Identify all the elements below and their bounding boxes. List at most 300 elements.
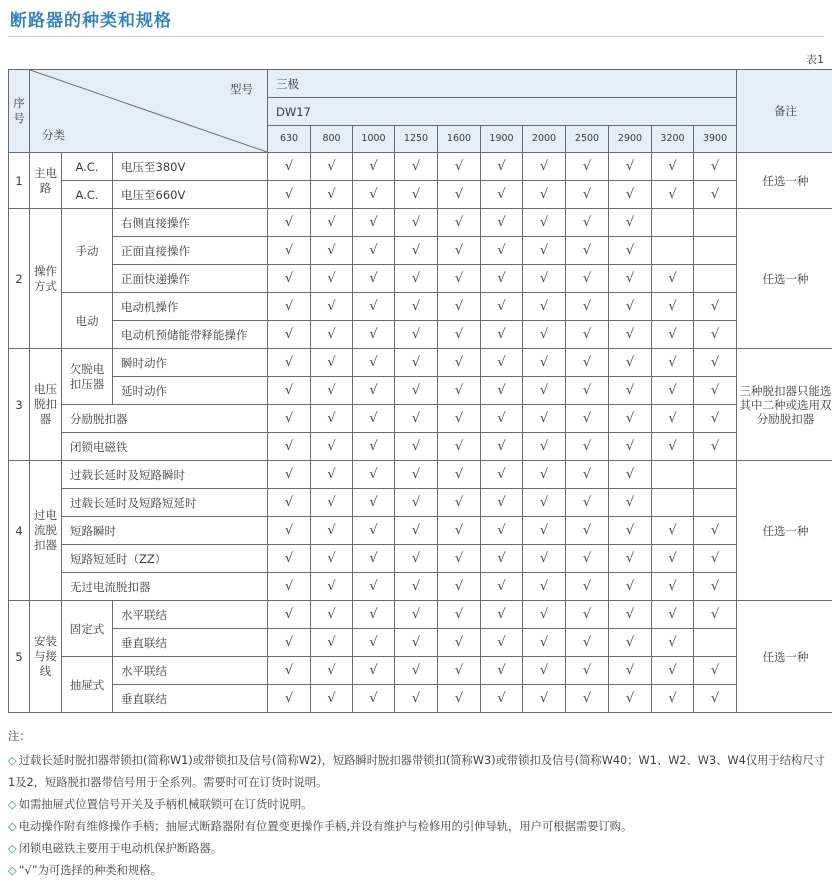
check-cell-1250: √ [395, 517, 438, 545]
check-cell-800: √ [311, 237, 353, 265]
check-cell-1900: √ [481, 629, 523, 657]
check-cell-800: √ [311, 433, 353, 461]
check-cell-2900: √ [609, 545, 652, 573]
check-cell-630: √ [268, 405, 311, 433]
check-cell-2500: √ [566, 685, 609, 713]
table-row [9, 517, 832, 545]
note-item [8, 816, 830, 838]
note-text: 闭锁电磁铁主要用于电动机保护断路器。 [18, 842, 223, 855]
check-cell-2000: √ [523, 405, 566, 433]
check-cell-1900: √ [481, 433, 523, 461]
check-cell-1000: √ [353, 489, 395, 517]
table-row [9, 321, 832, 349]
table-row [9, 489, 832, 517]
table-row [9, 629, 832, 657]
check-cell-800: √ [311, 321, 353, 349]
check-cell-1000: √ [353, 433, 395, 461]
check-cell-1250: √ [395, 153, 438, 181]
note-item [8, 860, 830, 882]
check-cell-1900: √ [481, 573, 523, 601]
size-header-1000: 1000 [353, 126, 395, 153]
diamond-icon: ◇ [8, 798, 17, 811]
check-cell-3200: √ [652, 321, 694, 349]
check-cell-2500: √ [566, 181, 609, 209]
check-cell-2500: √ [566, 489, 609, 517]
check-cell-2500: √ [566, 293, 609, 321]
check-cell-800: √ [311, 601, 353, 629]
diamond-icon: ◇ [8, 842, 17, 855]
title-divider [8, 36, 824, 37]
note-text: 过载长延时脱扣器带锁扣(简称W1)或带锁扣及信号(简称W2)，短路瞬时脱扣器带锁扣(简称W3)或带锁扣及信号(简称W40；W1、W2、W3、W4仅用于结构尺寸1及2，短路脱扣器带信号用于全系列。需要时可在订货时说明。 [8, 754, 825, 789]
check-cell-3900: √ [694, 321, 737, 349]
group-name: 电压脱扣器 [30, 349, 62, 461]
subgroup-drawout: 抽屉式 [62, 657, 113, 713]
table-row [9, 573, 832, 601]
check-cell-3200: √ [652, 349, 694, 377]
check-cell-1250: √ [395, 433, 438, 461]
check-cell-1600: √ [438, 349, 481, 377]
check-cell-1000: √ [353, 657, 395, 685]
check-cell-1900: √ [481, 181, 523, 209]
check-cell-800: √ [311, 293, 353, 321]
check-cell-2900: √ [609, 489, 652, 517]
check-cell-2900: √ [609, 657, 652, 685]
check-cell-1900: √ [481, 349, 523, 377]
note-text: 电动操作附有维修操作手柄；抽屉式断路器附有位置变更操作手柄,并设有维护与检修用的引伸导轨，用户可根据需要订购。 [18, 820, 633, 833]
check-cell-2000: √ [523, 517, 566, 545]
row-label: 过载长延时及短路瞬时 [62, 461, 268, 489]
check-cell-630: √ [268, 461, 311, 489]
table-row [9, 181, 832, 209]
breaker-spec-table [8, 69, 832, 713]
check-cell-630: √ [268, 181, 311, 209]
check-cell-1000: √ [353, 405, 395, 433]
check-cell-1600: √ [438, 433, 481, 461]
check-cell-1000: √ [353, 293, 395, 321]
check-cell-1250: √ [395, 573, 438, 601]
check-cell-2000: √ [523, 601, 566, 629]
header-remark: 备注 [737, 70, 832, 153]
check-cell-2900: √ [609, 517, 652, 545]
check-cell-3900 [694, 265, 737, 293]
check-cell-1000: √ [353, 237, 395, 265]
check-cell-1600: √ [438, 685, 481, 713]
check-cell-630: √ [268, 601, 311, 629]
row-label: A.C. [62, 181, 113, 209]
check-cell-1900: √ [481, 377, 523, 405]
check-cell-3900: √ [694, 685, 737, 713]
group-number: 4 [9, 461, 30, 601]
check-cell-1000: √ [353, 181, 395, 209]
check-cell-800: √ [311, 545, 353, 573]
check-cell-630: √ [268, 433, 311, 461]
check-cell-1250: √ [395, 657, 438, 685]
diamond-icon: ◇ [8, 820, 17, 833]
check-cell-2000: √ [523, 461, 566, 489]
notes-heading: 注： [8, 730, 31, 743]
row-label: 瞬时动作 [113, 349, 268, 377]
check-cell-2900: √ [609, 573, 652, 601]
check-cell-3200 [652, 237, 694, 265]
check-cell-800: √ [311, 405, 353, 433]
check-cell-1900: √ [481, 601, 523, 629]
group-name: 操作方式 [30, 209, 62, 349]
check-cell-2900: √ [609, 237, 652, 265]
check-cell-1600: √ [438, 517, 481, 545]
check-cell-1900: √ [481, 293, 523, 321]
check-cell-2900: √ [609, 321, 652, 349]
row-label: 短路瞬时 [62, 517, 268, 545]
check-cell-1250: √ [395, 293, 438, 321]
check-cell-1600: √ [438, 181, 481, 209]
note-item [8, 750, 830, 794]
check-cell-2900: √ [609, 293, 652, 321]
check-cell-3900: √ [694, 181, 737, 209]
check-cell-2000: √ [523, 545, 566, 573]
check-cell-2000: √ [523, 489, 566, 517]
check-cell-1000: √ [353, 517, 395, 545]
table-row [9, 433, 832, 461]
check-cell-1900: √ [481, 517, 523, 545]
check-cell-1250: √ [395, 181, 438, 209]
header-seq: 序号 [9, 70, 30, 153]
group-name: 主电路 [30, 153, 62, 209]
check-cell-2000: √ [523, 209, 566, 237]
check-cell-2000: √ [523, 349, 566, 377]
check-cell-630: √ [268, 237, 311, 265]
check-cell-800: √ [311, 377, 353, 405]
row-label: 垂直联结 [113, 685, 268, 713]
subgroup-electric: 电动 [62, 293, 113, 349]
check-cell-630: √ [268, 153, 311, 181]
table-row [9, 153, 832, 181]
check-cell-3200: √ [652, 181, 694, 209]
row-label: 过载长延时及短路短延时 [62, 489, 268, 517]
check-cell-3200: √ [652, 517, 694, 545]
size-header-2500: 2500 [566, 126, 609, 153]
check-cell-1000: √ [353, 209, 395, 237]
check-cell-2500: √ [566, 237, 609, 265]
check-cell-800: √ [311, 349, 353, 377]
check-cell-630: √ [268, 265, 311, 293]
check-cell-800: √ [311, 209, 353, 237]
check-cell-3900 [694, 237, 737, 265]
size-header-3900: 3900 [694, 126, 737, 153]
check-cell-1250: √ [395, 489, 438, 517]
check-cell-2900: √ [609, 377, 652, 405]
row-label: 延时动作 [113, 377, 268, 405]
check-cell-2000: √ [523, 685, 566, 713]
check-cell-800: √ [311, 657, 353, 685]
check-cell-3900: √ [694, 405, 737, 433]
check-cell-630: √ [268, 629, 311, 657]
check-cell-3900: √ [694, 601, 737, 629]
page-title: 断路器的种类和规格 [10, 11, 172, 31]
check-cell-800: √ [311, 181, 353, 209]
check-cell-1900: √ [481, 265, 523, 293]
check-cell-3900: √ [694, 153, 737, 181]
check-cell-1250: √ [395, 685, 438, 713]
table-row [9, 601, 832, 629]
check-cell-2500: √ [566, 433, 609, 461]
check-cell-3900: √ [694, 573, 737, 601]
check-cell-3900: √ [694, 293, 737, 321]
check-cell-2900: √ [609, 181, 652, 209]
check-cell-800: √ [311, 489, 353, 517]
check-cell-1600: √ [438, 209, 481, 237]
check-cell-1000: √ [353, 601, 395, 629]
check-cell-1900: √ [481, 321, 523, 349]
group-remark: 任选一种 [737, 153, 832, 209]
check-cell-2000: √ [523, 657, 566, 685]
note-text: 如需抽屉式位置信号开关及手柄机械联锁可在订货时说明。 [18, 798, 313, 811]
check-cell-1250: √ [395, 377, 438, 405]
size-header-3200: 3200 [652, 126, 694, 153]
check-cell-1000: √ [353, 349, 395, 377]
check-cell-2500: √ [566, 657, 609, 685]
note-item [8, 794, 830, 816]
row-label: 电压至660V [113, 181, 268, 209]
check-cell-3200: √ [652, 293, 694, 321]
note-item [8, 838, 830, 860]
row-label: 短路短延时（ZZ） [62, 545, 268, 573]
table-reference: 表1 [806, 53, 824, 66]
check-cell-2500: √ [566, 461, 609, 489]
check-cell-800: √ [311, 517, 353, 545]
header-model: DW17 [268, 98, 737, 126]
row-label: 电动机预储能带释能操作 [113, 321, 268, 349]
check-cell-3900: √ [694, 517, 737, 545]
check-cell-2000: √ [523, 377, 566, 405]
header-corner-cell [30, 70, 268, 153]
check-cell-1250: √ [395, 321, 438, 349]
check-cell-3900 [694, 209, 737, 237]
check-cell-1000: √ [353, 629, 395, 657]
table-row [9, 685, 832, 713]
row-label: 电动机操作 [113, 293, 268, 321]
check-cell-1900: √ [481, 405, 523, 433]
table-row [9, 405, 832, 433]
check-cell-1900: √ [481, 657, 523, 685]
check-cell-3200: √ [652, 377, 694, 405]
check-cell-3200: √ [652, 265, 694, 293]
check-cell-2500: √ [566, 321, 609, 349]
check-cell-3900: √ [694, 657, 737, 685]
check-cell-1600: √ [438, 293, 481, 321]
check-cell-2000: √ [523, 321, 566, 349]
check-cell-1000: √ [353, 153, 395, 181]
check-cell-1250: √ [395, 461, 438, 489]
check-cell-1250: √ [395, 349, 438, 377]
diamond-icon: ◇ [8, 754, 17, 767]
check-cell-1600: √ [438, 545, 481, 573]
check-cell-1000: √ [353, 265, 395, 293]
row-label: 正面快递操作 [113, 265, 268, 293]
notes-section [8, 728, 830, 882]
check-cell-1600: √ [438, 461, 481, 489]
check-cell-2500: √ [566, 517, 609, 545]
check-cell-1000: √ [353, 321, 395, 349]
row-label: 闭锁电磁铁 [62, 433, 268, 461]
check-cell-800: √ [311, 685, 353, 713]
note-text: “√”为可选择的种类和规格。 [18, 864, 162, 877]
check-cell-630: √ [268, 657, 311, 685]
subgroup-undervoltage: 欠脱电扣压器 [62, 349, 113, 405]
check-cell-1000: √ [353, 377, 395, 405]
size-header-630: 630 [268, 126, 311, 153]
check-cell-1600: √ [438, 265, 481, 293]
check-cell-3200: √ [652, 657, 694, 685]
check-cell-3200 [652, 461, 694, 489]
table-row [9, 657, 832, 685]
check-cell-2500: √ [566, 349, 609, 377]
check-cell-1600: √ [438, 153, 481, 181]
check-cell-630: √ [268, 517, 311, 545]
group-name: 安装与接线 [30, 601, 62, 713]
check-cell-2900: √ [609, 153, 652, 181]
check-cell-3200: √ [652, 153, 694, 181]
check-cell-2900: √ [609, 685, 652, 713]
check-cell-2500: √ [566, 377, 609, 405]
check-cell-2000: √ [523, 573, 566, 601]
check-cell-1900: √ [481, 209, 523, 237]
check-cell-1000: √ [353, 573, 395, 601]
check-cell-2900: √ [609, 601, 652, 629]
subgroup-fixed: 固定式 [62, 601, 113, 657]
header-type-label: 型号 [230, 82, 254, 96]
check-cell-2500: √ [566, 545, 609, 573]
check-cell-2000: √ [523, 629, 566, 657]
check-cell-3900 [694, 461, 737, 489]
size-header-800: 800 [311, 126, 353, 153]
header-poles: 三极 [268, 70, 737, 98]
check-cell-2500: √ [566, 405, 609, 433]
check-cell-2900: √ [609, 209, 652, 237]
check-cell-630: √ [268, 349, 311, 377]
group-number: 3 [9, 349, 30, 461]
size-header-1250: 1250 [395, 126, 438, 153]
check-cell-2000: √ [523, 293, 566, 321]
check-cell-800: √ [311, 461, 353, 489]
check-cell-2000: √ [523, 265, 566, 293]
table-row [9, 349, 832, 377]
check-cell-2000: √ [523, 153, 566, 181]
check-cell-800: √ [311, 153, 353, 181]
table-row [9, 461, 832, 489]
size-header-1900: 1900 [481, 126, 523, 153]
check-cell-2500: √ [566, 209, 609, 237]
check-cell-1250: √ [395, 629, 438, 657]
row-label: 分励脱扣器 [62, 405, 268, 433]
check-cell-630: √ [268, 489, 311, 517]
row-label: 右侧直接操作 [113, 209, 268, 237]
check-cell-1900: √ [481, 685, 523, 713]
table-row [9, 265, 832, 293]
check-cell-3200: √ [652, 573, 694, 601]
check-cell-1600: √ [438, 489, 481, 517]
group-remark: 三种脱扣器只能选其中二种或选用双分励脱扣器 [737, 349, 832, 461]
row-label: 无过电流脱扣器 [62, 573, 268, 601]
check-cell-1600: √ [438, 629, 481, 657]
check-cell-1000: √ [353, 545, 395, 573]
check-cell-2500: √ [566, 629, 609, 657]
group-number: 5 [9, 601, 30, 713]
check-cell-1900: √ [481, 237, 523, 265]
group-number: 1 [9, 153, 30, 209]
group-remark: 任选一种 [737, 461, 832, 601]
check-cell-1600: √ [438, 601, 481, 629]
check-cell-3200 [652, 489, 694, 517]
group-remark: 任选一种 [737, 209, 832, 349]
group-number: 2 [9, 209, 30, 349]
check-cell-630: √ [268, 293, 311, 321]
check-cell-1000: √ [353, 461, 395, 489]
check-cell-630: √ [268, 209, 311, 237]
check-cell-630: √ [268, 685, 311, 713]
row-label: 电压至380V [113, 153, 268, 181]
check-cell-3200: √ [652, 545, 694, 573]
check-cell-1600: √ [438, 657, 481, 685]
check-cell-1900: √ [481, 153, 523, 181]
check-cell-3200: √ [652, 685, 694, 713]
check-cell-1600: √ [438, 405, 481, 433]
check-cell-1250: √ [395, 209, 438, 237]
table-row [9, 545, 832, 573]
check-cell-1600: √ [438, 573, 481, 601]
check-cell-2900: √ [609, 629, 652, 657]
check-cell-2500: √ [566, 573, 609, 601]
check-cell-2900: √ [609, 405, 652, 433]
table-row [9, 237, 832, 265]
check-cell-3200: √ [652, 601, 694, 629]
check-cell-1900: √ [481, 489, 523, 517]
check-cell-2900: √ [609, 433, 652, 461]
check-cell-2500: √ [566, 153, 609, 181]
row-label: 垂直联结 [113, 629, 268, 657]
check-cell-1250: √ [395, 237, 438, 265]
subgroup-manual: 手动 [62, 209, 113, 293]
check-cell-3900: √ [694, 349, 737, 377]
row-label: A.C. [62, 153, 113, 181]
check-cell-800: √ [311, 265, 353, 293]
check-cell-3200: √ [652, 629, 694, 657]
check-cell-1250: √ [395, 601, 438, 629]
group-remark: 任选一种 [737, 601, 832, 713]
header-class-label: 分类 [42, 128, 65, 142]
check-cell-3200: √ [652, 405, 694, 433]
check-cell-800: √ [311, 629, 353, 657]
check-cell-630: √ [268, 321, 311, 349]
check-cell-630: √ [268, 377, 311, 405]
check-cell-1250: √ [395, 545, 438, 573]
check-cell-3200: √ [652, 433, 694, 461]
check-cell-1600: √ [438, 321, 481, 349]
check-cell-3900 [694, 629, 737, 657]
table-row [9, 209, 832, 237]
check-cell-1600: √ [438, 237, 481, 265]
check-cell-2900: √ [609, 461, 652, 489]
check-cell-2000: √ [523, 237, 566, 265]
row-label: 正面直接操作 [113, 237, 268, 265]
diamond-icon: ◇ [8, 864, 17, 877]
check-cell-2500: √ [566, 265, 609, 293]
check-cell-2000: √ [523, 433, 566, 461]
check-cell-3900: √ [694, 545, 737, 573]
check-cell-1900: √ [481, 461, 523, 489]
table-row [9, 293, 832, 321]
check-cell-2500: √ [566, 601, 609, 629]
check-cell-3900: √ [694, 433, 737, 461]
